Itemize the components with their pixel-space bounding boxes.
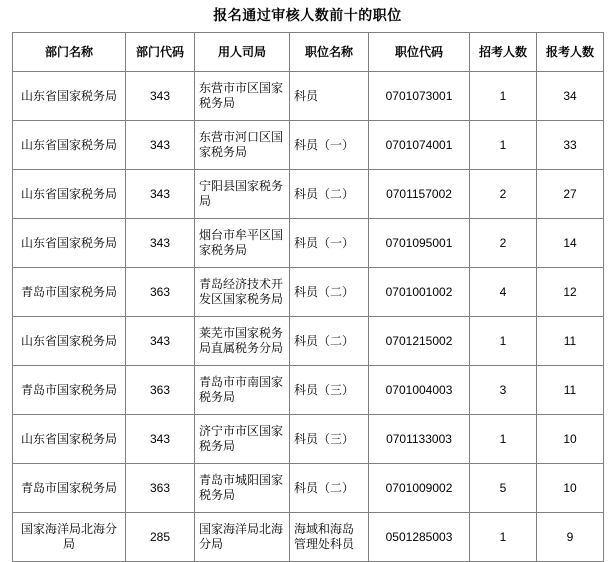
cell-dept: 山东省国家税务局 <box>13 72 126 121</box>
table-row <box>13 72 604 121</box>
cell-bureau: 济宁市市区国家税务局 <box>195 415 290 464</box>
cell-apply-count: 11 <box>537 366 604 415</box>
cell-dept: 青岛市国家税务局 <box>13 464 126 513</box>
table-row <box>13 268 604 317</box>
table-header <box>13 33 604 72</box>
positions-table <box>12 32 604 562</box>
column-header-hire-count: 招考人数 <box>470 33 537 72</box>
cell-job: 科员（三） <box>290 415 369 464</box>
cell-job-code: 0701074001 <box>369 121 470 170</box>
cell-apply-count: 10 <box>537 415 604 464</box>
column-header-dept: 部门名称 <box>13 33 126 72</box>
cell-hire-count: 1 <box>470 72 537 121</box>
cell-apply-count: 27 <box>537 170 604 219</box>
cell-job-code: 0701215002 <box>369 317 470 366</box>
cell-job: 科员（二） <box>290 170 369 219</box>
cell-bureau: 青岛经济技术开发区国家税务局 <box>195 268 290 317</box>
cell-job: 科员（二） <box>290 464 369 513</box>
cell-job: 海域和海岛管理处科员 <box>290 513 369 562</box>
cell-apply-count: 11 <box>537 317 604 366</box>
cell-job: 科员（一） <box>290 121 369 170</box>
cell-dept-code: 343 <box>126 121 195 170</box>
cell-dept: 青岛市国家税务局 <box>13 268 126 317</box>
document-page <box>0 6 615 562</box>
cell-dept-code: 343 <box>126 72 195 121</box>
cell-hire-count: 1 <box>470 121 537 170</box>
cell-job-code: 0701157002 <box>369 170 470 219</box>
cell-hire-count: 2 <box>470 170 537 219</box>
table-body <box>13 72 604 562</box>
column-header-job: 职位名称 <box>290 33 369 72</box>
cell-dept-code: 343 <box>126 317 195 366</box>
cell-hire-count: 1 <box>470 513 537 562</box>
cell-dept-code: 363 <box>126 464 195 513</box>
table-row <box>13 513 604 562</box>
cell-dept: 山东省国家税务局 <box>13 415 126 464</box>
table-container <box>0 32 615 562</box>
cell-job-code: 0701001002 <box>369 268 470 317</box>
page-title: 报名通过审核人数前十的职位 <box>213 7 402 23</box>
column-header-job-code: 职位代码 <box>369 33 470 72</box>
cell-job-code: 0701004003 <box>369 366 470 415</box>
table-row <box>13 464 604 513</box>
cell-dept-code: 343 <box>126 170 195 219</box>
cell-job: 科员（二） <box>290 268 369 317</box>
cell-dept: 国家海洋局北海分局 <box>13 513 126 562</box>
cell-apply-count: 14 <box>537 219 604 268</box>
cell-job-code: 0501285003 <box>369 513 470 562</box>
cell-dept-code: 343 <box>126 415 195 464</box>
cell-job-code: 0701009002 <box>369 464 470 513</box>
table-row <box>13 366 604 415</box>
cell-apply-count: 33 <box>537 121 604 170</box>
cell-hire-count: 2 <box>470 219 537 268</box>
cell-dept: 青岛市国家税务局 <box>13 366 126 415</box>
cell-dept: 山东省国家税务局 <box>13 219 126 268</box>
cell-hire-count: 1 <box>470 317 537 366</box>
column-header-apply-count: 报考人数 <box>537 33 604 72</box>
table-row <box>13 170 604 219</box>
cell-bureau: 烟台市牟平区国家税务局 <box>195 219 290 268</box>
cell-job: 科员（一） <box>290 219 369 268</box>
table-header-row <box>13 33 604 72</box>
cell-job-code: 0701133003 <box>369 415 470 464</box>
cell-job: 科员 <box>290 72 369 121</box>
cell-hire-count: 3 <box>470 366 537 415</box>
cell-dept-code: 343 <box>126 219 195 268</box>
cell-dept: 山东省国家税务局 <box>13 121 126 170</box>
cell-dept: 山东省国家税务局 <box>13 170 126 219</box>
table-row <box>13 219 604 268</box>
table-row <box>13 415 604 464</box>
cell-bureau: 东营市河口区国家税务局 <box>195 121 290 170</box>
cell-bureau: 莱芜市国家税务局直属税务分局 <box>195 317 290 366</box>
cell-job: 科员（三） <box>290 366 369 415</box>
table-row <box>13 317 604 366</box>
cell-bureau: 青岛市市南国家税务局 <box>195 366 290 415</box>
cell-bureau: 宁阳县国家税务局 <box>195 170 290 219</box>
column-header-dept-code: 部门代码 <box>126 33 195 72</box>
cell-bureau: 青岛市城阳国家税务局 <box>195 464 290 513</box>
table-row <box>13 121 604 170</box>
cell-job-code: 0701073001 <box>369 72 470 121</box>
cell-job: 科员（二） <box>290 317 369 366</box>
cell-apply-count: 12 <box>537 268 604 317</box>
cell-hire-count: 4 <box>470 268 537 317</box>
cell-hire-count: 1 <box>470 415 537 464</box>
cell-dept-code: 285 <box>126 513 195 562</box>
cell-dept-code: 363 <box>126 366 195 415</box>
cell-apply-count: 34 <box>537 72 604 121</box>
cell-job-code: 0701095001 <box>369 219 470 268</box>
cell-apply-count: 10 <box>537 464 604 513</box>
cell-hire-count: 5 <box>470 464 537 513</box>
cell-bureau: 国家海洋局北海分局 <box>195 513 290 562</box>
cell-bureau: 东营市市区国家税务局 <box>195 72 290 121</box>
cell-dept: 山东省国家税务局 <box>13 317 126 366</box>
cell-dept-code: 363 <box>126 268 195 317</box>
cell-apply-count: 9 <box>537 513 604 562</box>
column-header-bureau: 用人司局 <box>195 33 290 72</box>
